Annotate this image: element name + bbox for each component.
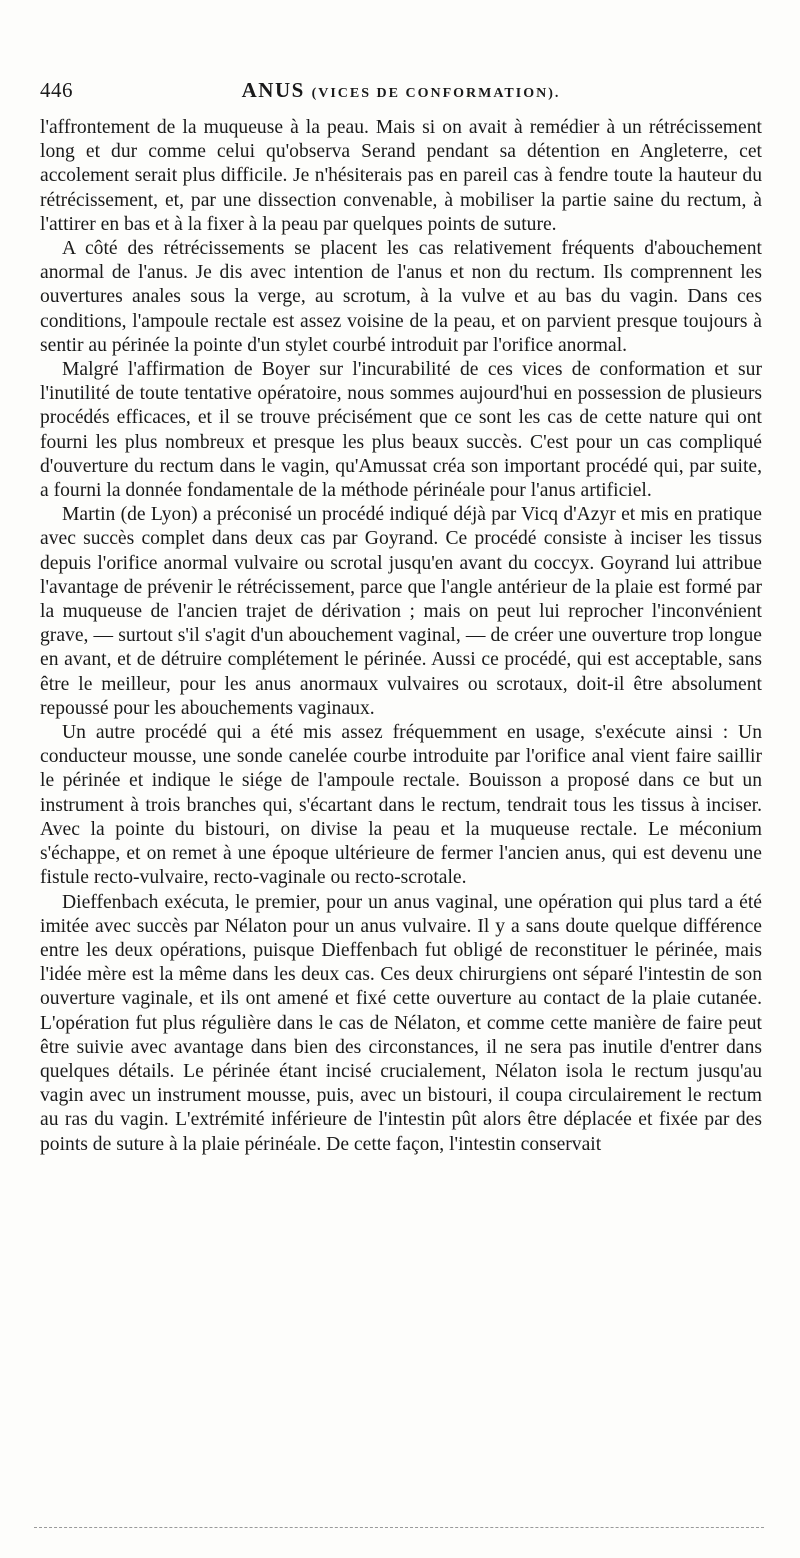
page-header: [40, 72, 762, 106]
footer-divider: [34, 1527, 764, 1528]
body-text: [40, 116, 762, 1157]
page-number: 446: [40, 78, 73, 102]
paragraph: Dieffenbach exécuta, le premier, pour un anus vaginal, une opération qui plus tard a été imitée avec succès par Nélaton pour un anus vulvaire. Il y a sans doute quelque différence entre les deux opérations, puisque Dieffenbach fut obligé de reconstituer le périnée, mais l'idée mère est la même dans les deux cas. Ces deux chirurgiens ont séparé l'intestin de son ouverture vaginale, et ils ont amené et fixé cette ouverture au contact de la plaie cutanée. L'opération fut plus régulière dans le cas de Nélaton, et comme cette manière de faire peut être suivie avec avantage dans bien des circonstances, il ne sera pas inutile d'entrer dans quelques détails. Le périnée étant incisé crucialement, Nélaton isola le rectum jusqu'au vagin avec un instrument mousse, puis, avec un bistouri, il coupa circulairement le rectum au ras du vagin. L'extrémité inférieure de l'intestin pût alors être déplacée et fixée par des points de suture à la plaie périnéale. De cette façon, l'intestin conservait: [40, 891, 762, 1155]
paragraph: Un autre procédé qui a été mis assez fréquemment en usage, s'exécute ainsi : Un conducteur mousse, une sonde canelée courbe introduite par l'orifice anal vient faire saillir le périnée et indique le siége de l'ampoule rectale. Bouisson a proposé dans ce but un instrument à trois branches qui, s'écartant dans le rectum, tendrait tous les tissus à inciser. Avec la pointe du bistouri, on divise la peau et la muqueuse rectale. Le méconium s'échappe, et on remet à une époque ultérieure de fermer l'ancien anus, qui est devenu une fistule recto-vulvaire, recto-vaginale ou recto-scrotale.: [40, 722, 762, 889]
running-title-main: ANUS: [241, 78, 305, 102]
paragraph: Martin (de Lyon) a préconisé un procédé indiqué déjà par Vicq d'Azyr et mis en pratique avec succès complet dans deux cas par Goyrand. Ce procédé consiste à inciser les tissus depuis l'orifice anormal vulvaire ou scrotal jusqu'en avant du coccyx. Goyrand lui attribue l'avantage de prévenir le rétrécissement, parce que l'angle antérieur de la plaie est formé par la muqueuse de l'ancien trajet de dérivation ; mais on peut lui reprocher l'inconvénient grave, — surtout s'il s'agit d'un abouchement vaginal, — de créer une ouverture trop longue en avant, et de détruire complétement le périnée. Aussi ce procédé, qui est acceptable, sans être le meilleur, pour les anus anormaux vulvaires ou scrotaux, doit-il être absolument repoussé pour les abouchements vaginaux.: [40, 504, 762, 719]
paragraph: Malgré l'affirmation de Boyer sur l'incurabilité de ces vices de conformation et sur l'inutilité de toute tentative opératoire, nous sommes aujourd'hui en possession de plusieurs procédés efficaces, et il se trouve précisément que ce sont les cas de cette nature qui ont fourni les plus nombreux et presque les plus beaux succès. C'est pour un cas compliqué d'ouverture du rectum dans le vagin, qu'Amussat créa son important procédé qui, par suite, a fourni la donnée fondamentale de la méthode périnéale pour l'anus artificiel.: [40, 359, 762, 502]
running-title: [40, 78, 762, 103]
paragraph: A côté des rétrécissements se placent les cas relativement fréquents d'abouchement anormal de l'anus. Je dis avec intention de l'anus et non du rectum. Ils comprennent les ouvertures anales sous la verge, au scrotum, à la vulve et au bas du vagin. Dans ces conditions, l'ampoule rectale est assez voisine de la peau, et on parvient presque toujours à sentir au périnée la pointe d'un stylet courbé introduit par l'orifice anormal.: [40, 238, 762, 356]
running-title-sub: (VICES DE CONFORMATION).: [311, 86, 561, 101]
paragraph: l'affrontement de la muqueuse à la peau. Mais si on avait à remédier à un rétrécissement long et dur comme celui qu'observa Serand pendant sa détention en Angleterre, cet accolement serait plus difficile. Je n'hésiterais pas en pareil cas à fendre toute la hauteur du rétrécissement, et, par une dissection convenable, à mobiliser la partie saine du rectum, à l'attirer en bas et à la fixer à la peau par quelques points de suture.: [40, 117, 762, 235]
